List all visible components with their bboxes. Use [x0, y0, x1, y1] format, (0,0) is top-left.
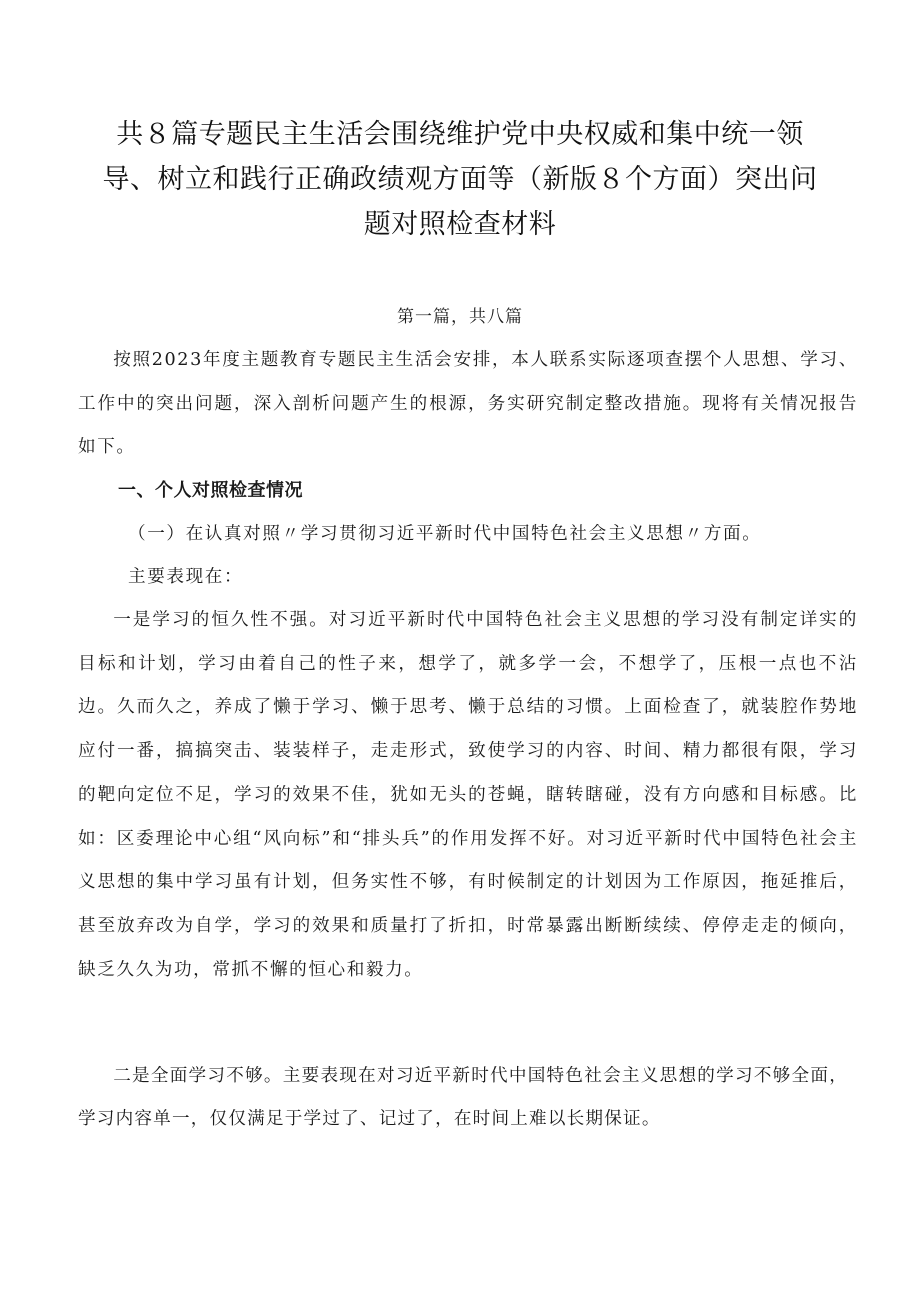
paragraph-one: 一是学习的恒久性不强。对习近平新时代中国特色社会主义思想的学习没有制定详实的目标和计划，学习由着自己的性子来，想学了，就多学一会，不想学了，压根一点也不沾边。久而久之，养成了懒于学习、懒于思考、懒于总结的习惯。上面检查了，就装腔作势地应付一番，搞搞突击、装装样子，走走形式，致使学习的内容、时间、精力都很有限，学习的靶向定位不足，学习的效果不佳，犹如无头的苍蝇，瞎转瞎碰，没有方向感和目标感。比如：区委理论中心组“风向标”和“排头兵”的作用发挥不好。对习近平新时代中国特色社会主义思想的集中学习虽有计划，但务实性不够，有时候制定的计划因为工作原因，拖延推后，甚至放弃改为自学，学习的效果和质量打了折扣，时常暴露出断断续续、停停走走的倾向，缺乏久久为功，常抓不懈的恒心和毅力。 [78, 610, 858, 980]
paragraph-two: 二是全面学习不够。主要表现在对习近平新时代中国特色社会主义思想的学习不够全面，学习内容单一，仅仅满足于学过了、记过了，在时间上难以长期保证。 [78, 1066, 848, 1129]
section-heading: 一、个人对照检查情况 [118, 480, 303, 501]
subsection-heading: （一）在认真对照〃学习贯彻习近平新时代中国特色社会主义思想〃方面。 [128, 524, 762, 544]
intro-paragraph: 按照2023年度主题教育专题民主生活会安排，本人联系实际逐项查摆个人思想、学习、工作中的突出问题，深入剖析问题产生的根源，务实研究制定整改措施。现将有关情况报告如下。 [78, 350, 858, 458]
document-title: 共８篇专题民主生活会围绕维护党中央权威和集中统一领导、树立和践行正确政绩观方面等（新版８个方面）突出问题对照检查材料 [102, 119, 818, 240]
document-subtitle: 第一篇，共八篇 [397, 307, 523, 327]
main-performance-label: 主要表现在： [128, 567, 244, 587]
